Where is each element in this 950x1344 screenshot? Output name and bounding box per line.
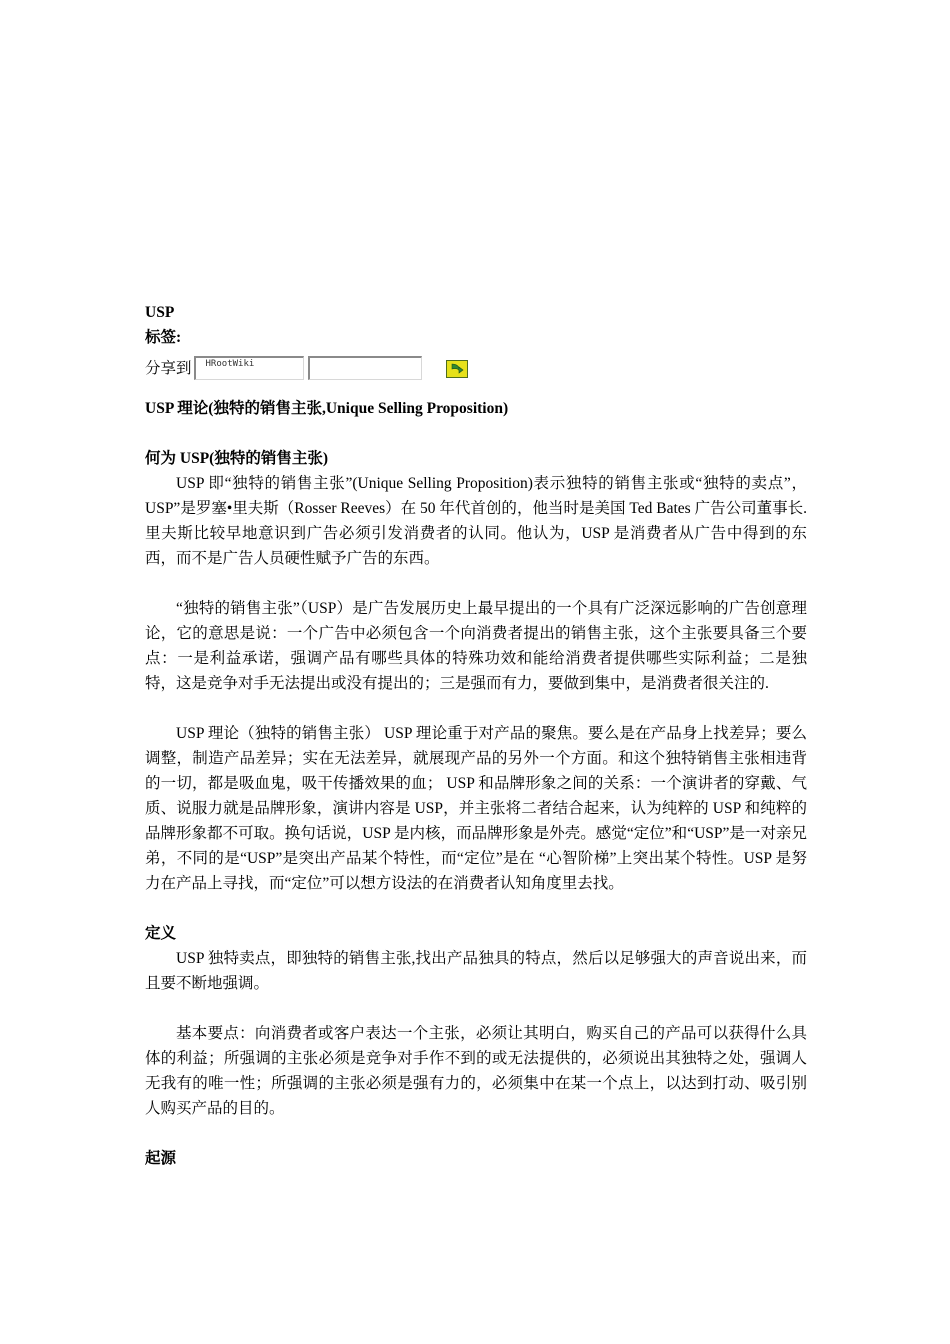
share-input-site-text: HRootWiki bbox=[205, 359, 255, 369]
paragraph-basic-points: 基本要点：向消费者或客户表达一个主张，必须让其明白，购买自己的产品可以获得什么具体的利益；所强调的主张必须是竞争对手作不到的或无法提供的，必须说出其独特之处，强调人无我有的唯一性；所强调的主张必须是强有力的，必须集中在某一个点上，以达到打动、吸引别人购买产品的目的。 bbox=[145, 1025, 807, 1117]
share-input-site[interactable] bbox=[194, 356, 304, 380]
share-go-button[interactable] bbox=[446, 360, 468, 378]
doc-title-usp: USP bbox=[145, 304, 175, 321]
section-heading-origin: 起源 bbox=[145, 1150, 177, 1167]
share-label: 分享到 bbox=[145, 359, 192, 377]
article-title: USP 理论(独特的销售主张,Unique Selling Proposition) bbox=[145, 400, 509, 417]
paragraph-usp-three-points: “独特的销售主张”（USP）是广告发展历史上最早提出的一个具有广泛深远影响的广告创意理论，它的意思是说：一个广告中必须包含一个向消费者提出的销售主张，这个主张要具备三个要点：一是利益承诺，强调产品有哪些具体的特殊功效和能给消费者提供哪些实际利益；二是独特，这是竞争对手无法提出或没有提出的；三是强而有力，要做到集中，是消费者很关注的. bbox=[145, 600, 807, 692]
section-heading-what-is-usp: 何为 USP(独特的销售主张) bbox=[145, 450, 328, 467]
section-heading-definition: 定义 bbox=[145, 925, 177, 942]
share-input-extra[interactable] bbox=[308, 356, 422, 380]
share-row bbox=[145, 352, 807, 384]
paragraph-definition: USP 独特卖点，即独特的销售主张,找出产品独具的特点，然后以足够强大的声音说出来，而且要不断地强调。 bbox=[145, 950, 807, 992]
paragraph-usp-theory: USP 理论（独特的销售主张） USP 理论重于对产品的聚焦。要么是在产品身上找差异；要么调整，制造产品差异；实在无法差异，就展现产品的另外一个方面。和这个独特销售主张相违背的一切，都是吸血鬼，吸干传播效果的血； USP 和品牌形象之间的关系：一个演讲者的穿戴、气质、说服力就是品牌形象，演讲内容是 USP，并主张将二者结合起来，认为纯粹的 USP 和纯粹的品牌形象都不可取。换句话说，USP 是内核，而品牌形象是外壳。感觉“定位”和“USP”是一对亲兄弟，不同的是“USP”是突出产品某个特性，而“定位”是在 “心智阶梯”上突出某个特性。USP 是努力在产品上寻找，而“定位”可以想方设法的在消费者认知角度里去找。 bbox=[145, 725, 807, 892]
green-arrow-icon bbox=[447, 361, 467, 377]
paragraph-usp-intro: USP 即“独特的销售主张”(Unique Selling Proposition)表示独特的销售主张或“独特的卖点”，USP”是罗塞•里夫斯（Rosser Reeves）在 50 年代首创的，他当时是美国 Ted Bates 广告公司董事长.里夫斯比较早地意识到广告必须引发消费者的认同。他认为，USP 是消费者从广告中得到的东西，而不是广告人员硬性赋予广告的东西。 bbox=[145, 475, 807, 567]
document-page bbox=[145, 300, 807, 1171]
tags-label: 标签: bbox=[145, 329, 182, 346]
